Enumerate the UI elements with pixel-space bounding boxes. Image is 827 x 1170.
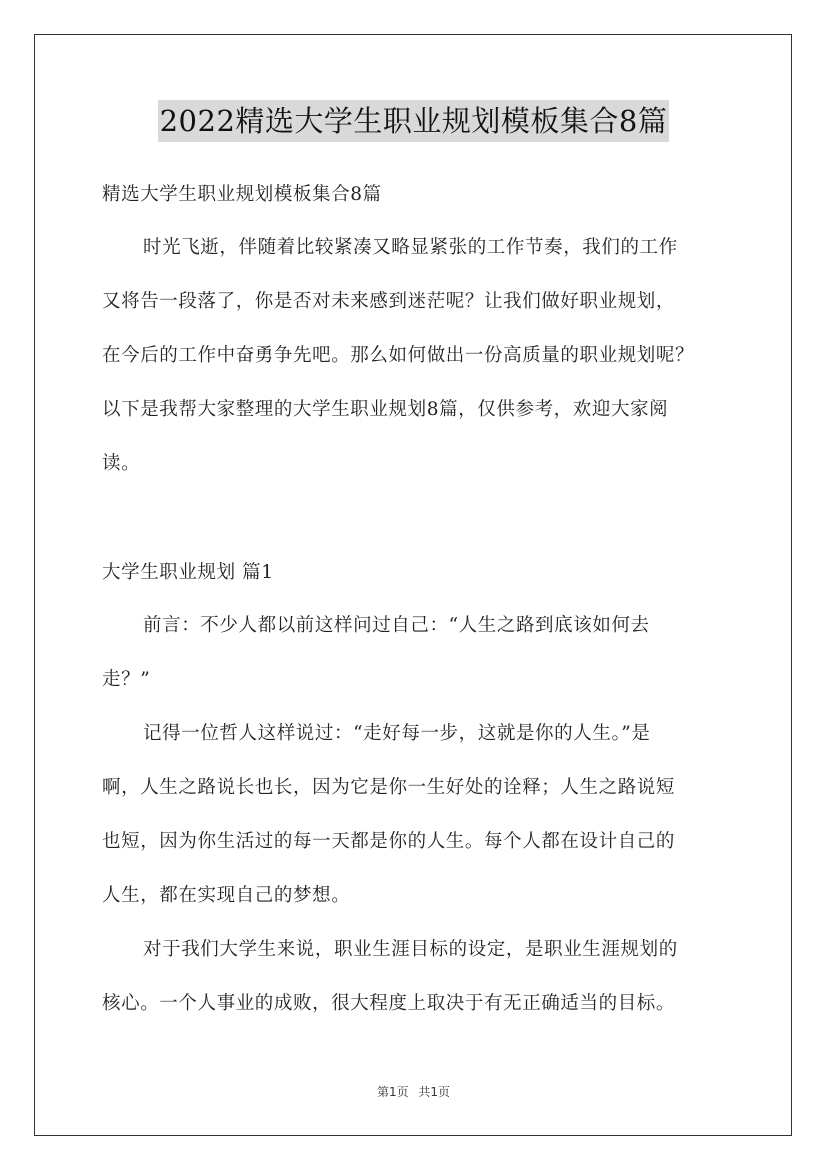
para3-line-1: 对于我们大学生来说，职业生涯目标的设定，是职业生涯规划的 [143,939,678,960]
para2-line-2: 啊，人生之路说长也长，因为它是你一生好处的诠释；人生之路说短 [102,777,676,798]
para1-line-2: 走？” [102,669,151,690]
document-title: 2022精选大学生职业规划模板集合8篇 [158,100,670,142]
intro-line-4: 以下是我帮大家整理的大学生职业规划8篇，仅供参考，欢迎大家阅 [102,399,669,420]
intro-line-5: 读。 [102,453,141,474]
intro-line-3: 在今后的工作中奋勇争先吧。那么如何做出一份高质量的职业规划呢？ [102,345,695,366]
page-number-current: 第1页 [376,1085,409,1099]
title-container [0,100,827,142]
para2-line-4: 人生，都在实现自己的梦想。 [102,885,351,906]
para2-line-3: 也短，因为你生活过的每一天都是你的人生。每个人都在设计自己的 [102,831,676,852]
para1-line-1: 前言：不少人都以前这样问过自己：“人生之路到底该如何去 [143,615,650,636]
document-subtitle: 精选大学生职业规划模板集合8篇 [102,184,382,205]
page-footer [0,1083,827,1100]
section-heading: 大学生职业规划 篇1 [102,562,274,583]
para2-line-1: 记得一位哲人这样说过：“走好每一步，这就是你的人生。”是 [143,723,651,744]
intro-line-2: 又将告一段落了，你是否对未来感到迷茫呢？让我们做好职业规划， [102,291,676,312]
para3-line-2: 核心。一个人事业的成败，很大程度上取决于有无正确适当的目标。 [102,993,676,1014]
page-number-total: 共1页 [418,1085,451,1099]
intro-line-1: 时光飞逝，伴随着比较紧凑又略显紧张的工作节奏，我们的工作 [143,237,678,258]
